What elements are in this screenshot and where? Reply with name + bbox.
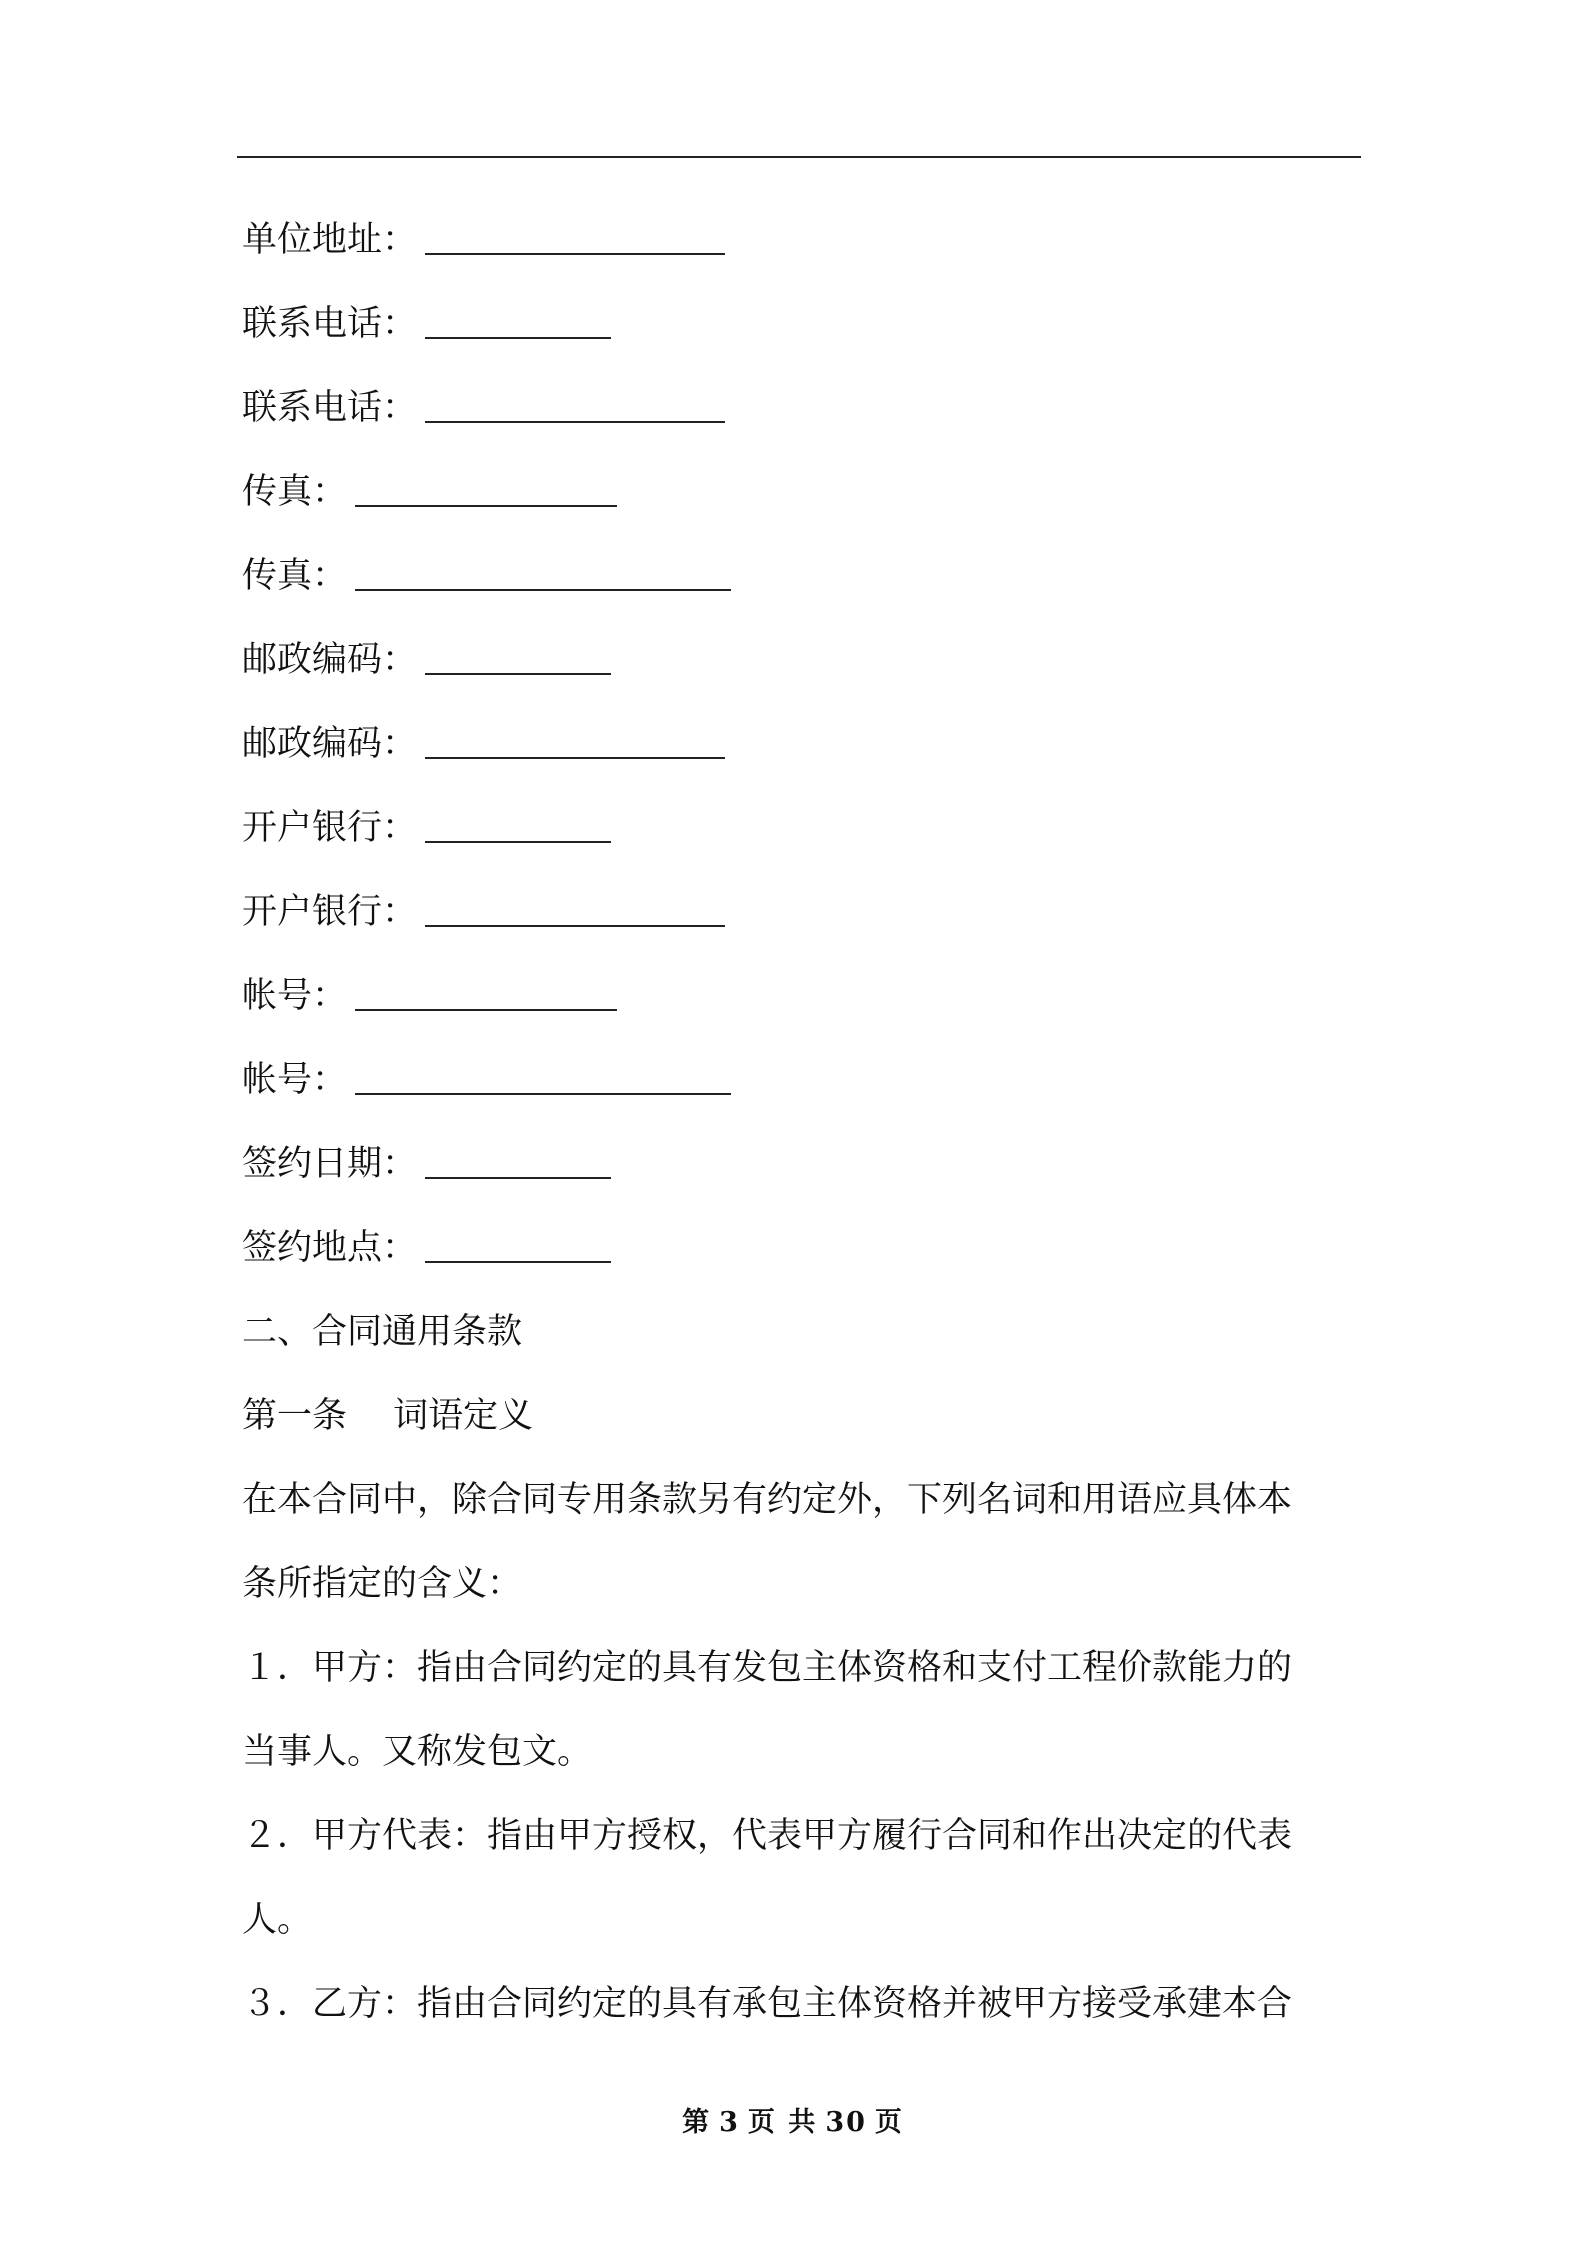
fill-in-blank: [425, 1137, 611, 1179]
document-body: [242, 198, 1362, 2046]
footer-prefix: 第: [682, 2107, 712, 2138]
article-heading: 第一条 词语定义: [242, 1396, 534, 1436]
total-pages-number: 30: [825, 2107, 867, 2138]
paragraph-line: 当事人。又称发包文。: [242, 1732, 593, 1772]
field-label: 帐号：: [242, 1060, 348, 1100]
paragraph-line: ３．乙方：指由合同约定的具有承包主体资格并被甲方接受承建本合: [242, 1984, 1293, 2024]
current-page-number: 3: [719, 2107, 740, 2138]
field-line: [242, 450, 1362, 534]
paragraph-line: 人。: [242, 1900, 313, 1940]
field-label: 单位地址：: [242, 220, 418, 260]
field-label: 签约地点：: [242, 1228, 418, 1268]
field-label: 帐号：: [242, 976, 348, 1016]
field-line: [242, 1038, 1362, 1122]
fill-in-blank: [355, 969, 617, 1011]
field-label: 签约日期：: [242, 1144, 418, 1184]
header-rule: [237, 156, 1361, 158]
paragraph-line: １．甲方：指由合同约定的具有发包主体资格和支付工程价款能力的: [242, 1648, 1293, 1688]
paragraph-line: 在本合同中，除合同专用条款另有约定外，下列名词和用语应具体本: [242, 1480, 1293, 1520]
field-line: [242, 954, 1362, 1038]
footer-middle: 页 共: [747, 2107, 818, 2138]
fill-in-blank: [425, 297, 611, 339]
field-label: 开户银行：: [242, 892, 418, 932]
field-line: [242, 282, 1362, 366]
paragraph-line: ２．甲方代表：指由甲方授权，代表甲方履行合同和作出决定的代表: [242, 1816, 1293, 1856]
fill-in-blank: [355, 549, 731, 591]
field-line: [242, 366, 1362, 450]
field-line: [242, 786, 1362, 870]
field-line: [242, 618, 1362, 702]
fill-in-blank: [425, 717, 725, 759]
footer-suffix: 页: [874, 2107, 904, 2138]
field-label: 邮政编码：: [242, 724, 418, 764]
field-label: 开户银行：: [242, 808, 418, 848]
page-footer: [0, 2100, 1586, 2139]
field-line: [242, 534, 1362, 618]
field-line: [242, 1122, 1362, 1206]
fill-in-blank: [425, 213, 725, 255]
field-label: 联系电话：: [242, 388, 418, 428]
fill-in-blank: [355, 1053, 731, 1095]
field-label: 传真：: [242, 472, 348, 512]
field-line: [242, 1206, 1362, 1290]
field-label: 联系电话：: [242, 304, 418, 344]
section-heading: 二、合同通用条款: [242, 1312, 523, 1352]
fill-in-blank: [355, 465, 617, 507]
field-label: 邮政编码：: [242, 640, 418, 680]
fill-in-blank: [425, 381, 725, 423]
field-line: [242, 870, 1362, 954]
field-line: [242, 702, 1362, 786]
field-line: [242, 198, 1362, 282]
fill-in-blank: [425, 633, 611, 675]
paragraph-line: 条所指定的含义：: [242, 1564, 523, 1604]
fill-in-blank: [425, 801, 611, 843]
field-label: 传真：: [242, 556, 348, 596]
fill-in-blank: [425, 1221, 611, 1263]
fill-in-blank: [425, 885, 725, 927]
